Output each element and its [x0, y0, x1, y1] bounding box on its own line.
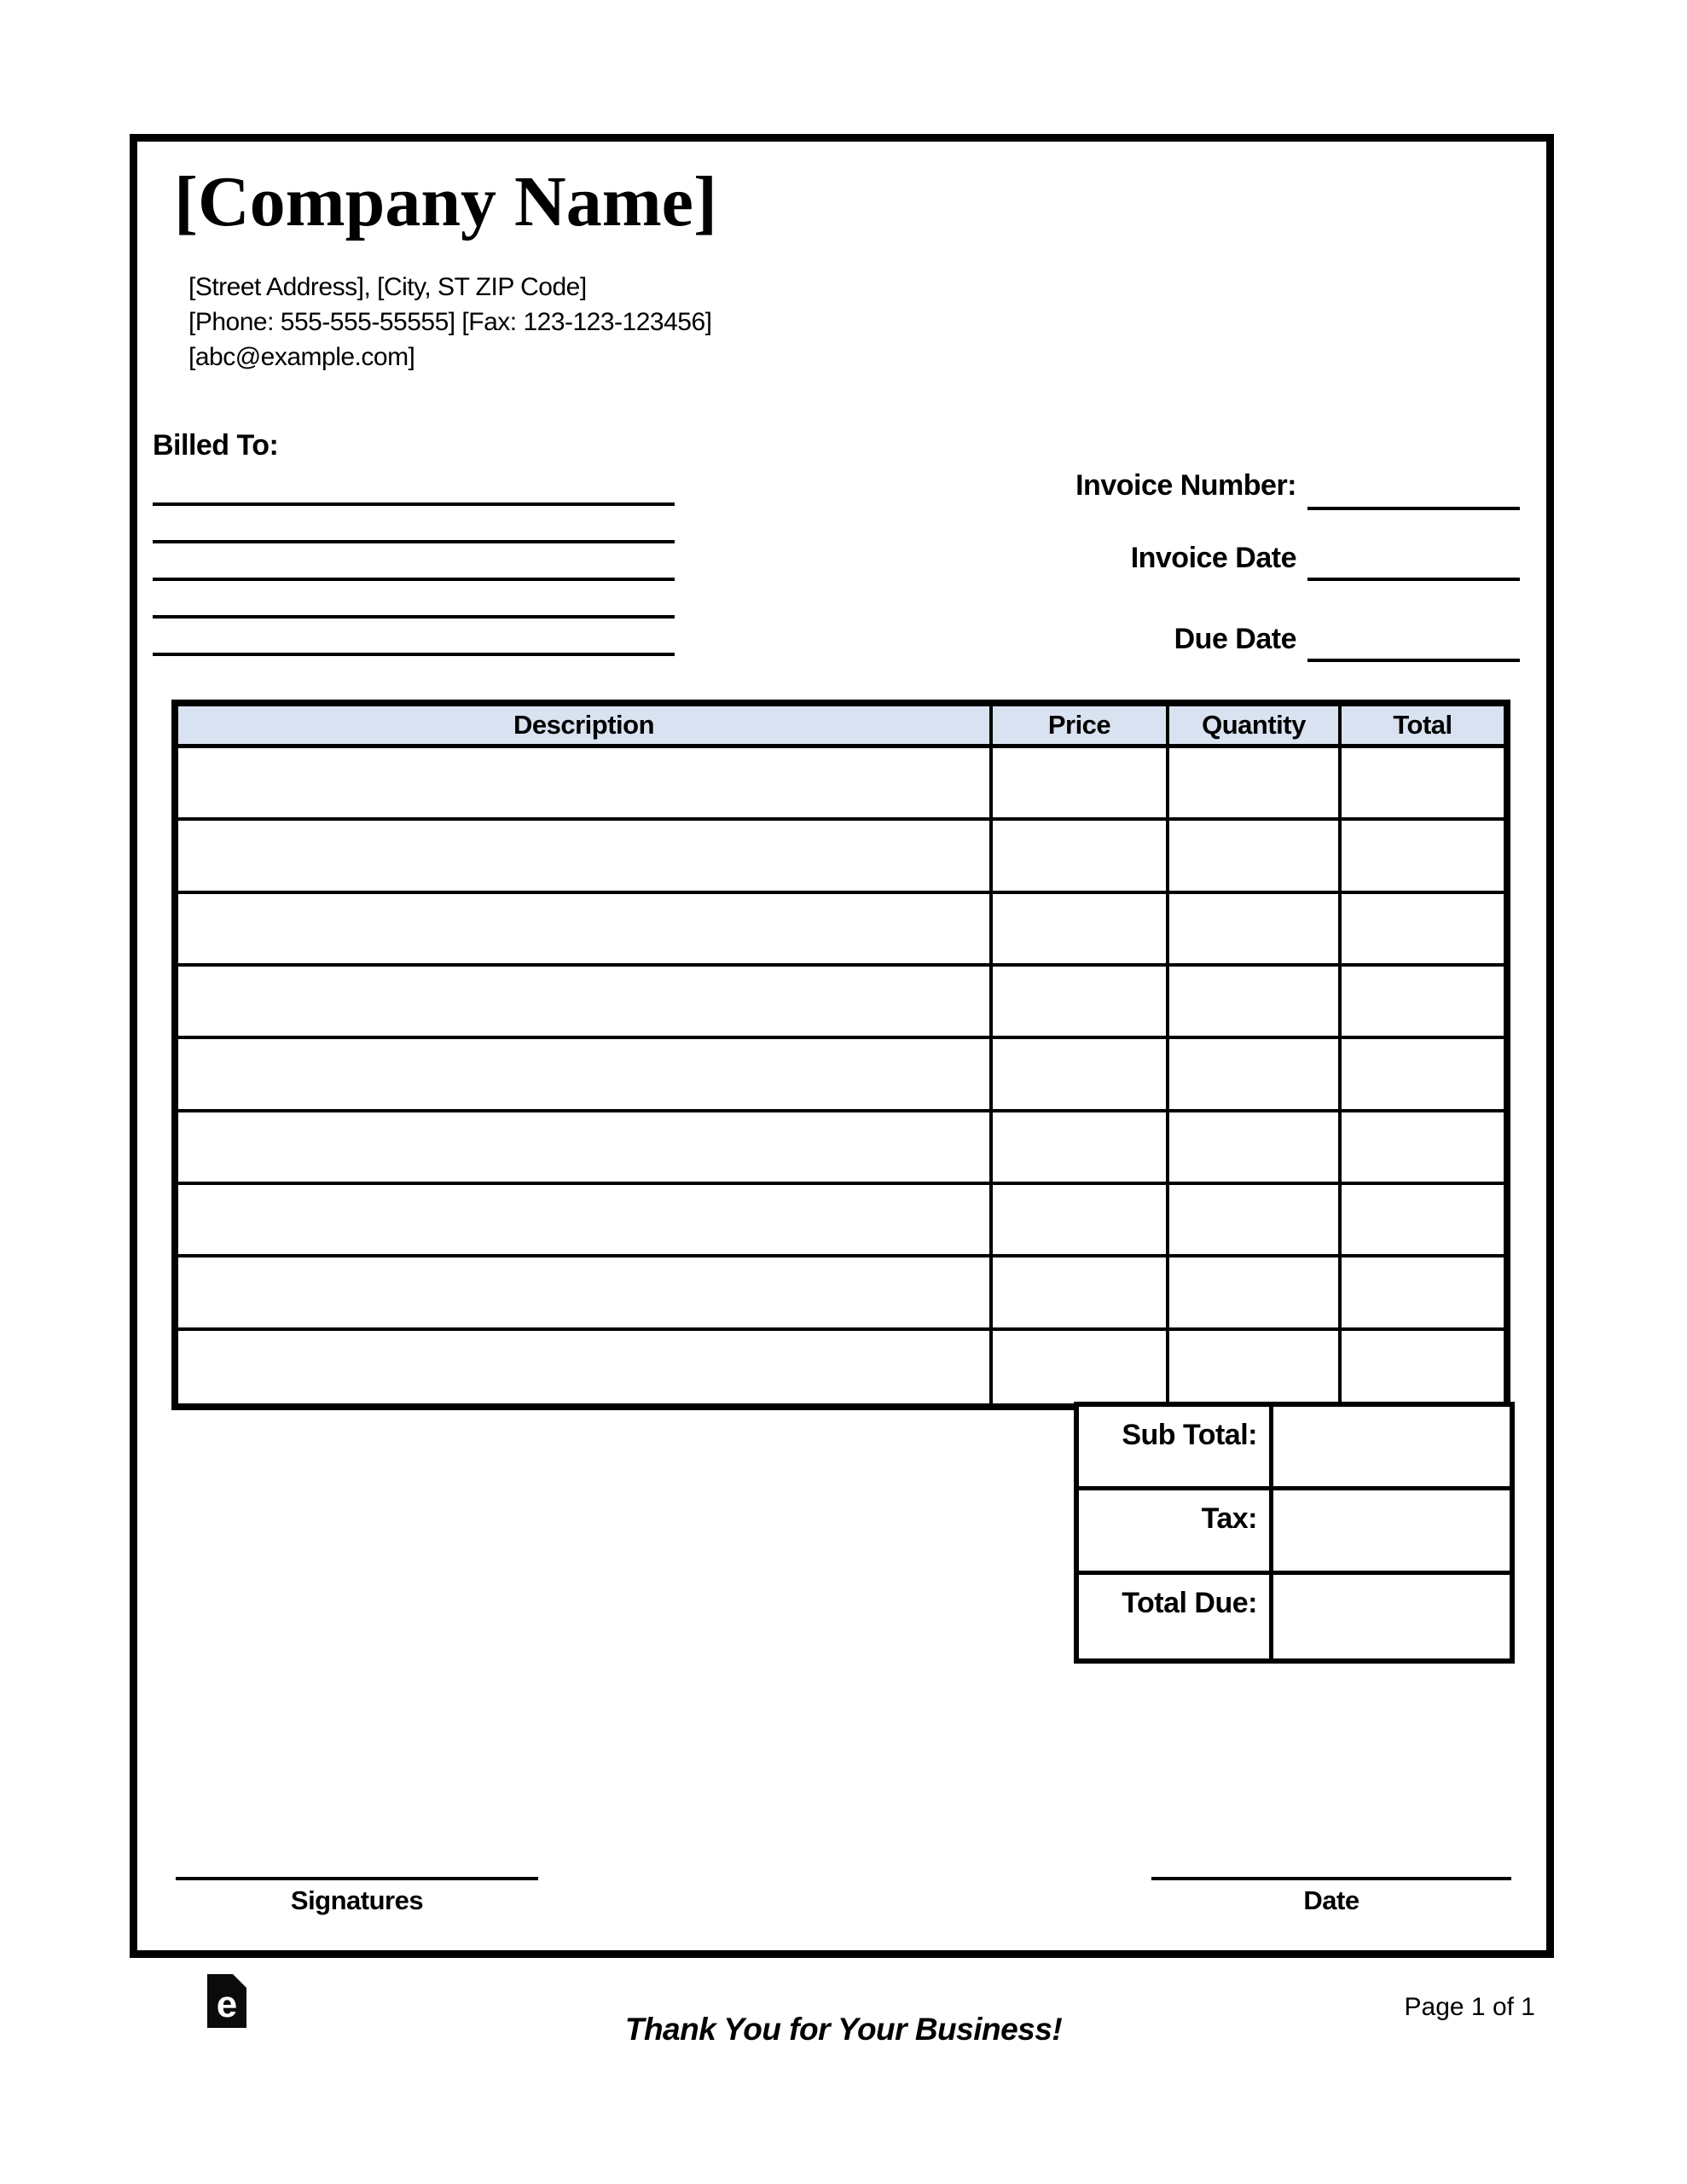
- item-cell-r2-c1[interactable]: [178, 821, 993, 893]
- item-cell-r5-c4[interactable]: [1342, 1039, 1504, 1112]
- item-cell-r5-c1[interactable]: [178, 1039, 993, 1112]
- total-due-value-cell[interactable]: [1273, 1575, 1510, 1658]
- tax-value-cell[interactable]: [1273, 1490, 1510, 1574]
- item-cell-r6-c1[interactable]: [178, 1112, 993, 1185]
- item-cell-r4-c3[interactable]: [1169, 967, 1342, 1039]
- total-due-label: Total Due:: [1079, 1575, 1273, 1658]
- tax-label: Tax:: [1079, 1490, 1273, 1574]
- billed-to-blank-4[interactable]: [153, 615, 675, 619]
- item-cell-r9-c1[interactable]: [178, 1331, 993, 1403]
- subtotal-value-cell[interactable]: [1273, 1407, 1510, 1490]
- col-header-price: Price: [993, 706, 1169, 748]
- invoice-date-blank[interactable]: [1307, 578, 1520, 581]
- due-date-blank[interactable]: [1307, 659, 1520, 662]
- item-cell-r1-c1[interactable]: [178, 748, 993, 821]
- item-cell-r7-c4[interactable]: [1342, 1185, 1504, 1258]
- item-cell-r7-c1[interactable]: [178, 1185, 993, 1258]
- item-cell-r4-c1[interactable]: [178, 967, 993, 1039]
- logo-letter: e: [216, 1984, 238, 2025]
- billed-to-blank-3[interactable]: [153, 578, 675, 581]
- item-cell-r5-c2[interactable]: [993, 1039, 1169, 1112]
- col-header-quantity: Quantity: [1169, 706, 1342, 748]
- item-cell-r2-c3[interactable]: [1169, 821, 1342, 893]
- date-label: Date: [1303, 1885, 1359, 1915]
- item-cell-r6-c3[interactable]: [1169, 1112, 1342, 1185]
- item-cell-r1-c2[interactable]: [993, 748, 1169, 821]
- item-cell-r2-c4[interactable]: [1342, 821, 1504, 893]
- billed-to-label: Billed To:: [153, 429, 279, 462]
- item-cell-r9-c4[interactable]: [1342, 1331, 1504, 1403]
- item-cell-r3-c1[interactable]: [178, 894, 993, 967]
- signature-blank[interactable]: [176, 1877, 538, 1880]
- item-cell-r4-c2[interactable]: [993, 967, 1169, 1039]
- page-number: Page 1 of 1: [1404, 1993, 1535, 2021]
- item-cell-r6-c4[interactable]: [1342, 1112, 1504, 1185]
- item-cell-r9-c3[interactable]: [1169, 1331, 1342, 1403]
- col-header-description: Description: [178, 706, 993, 748]
- thank-you-message: Thank You for Your Business!: [624, 2012, 1063, 2047]
- item-cell-r8-c4[interactable]: [1342, 1258, 1504, 1330]
- items-table: [171, 700, 1510, 1410]
- invoice-number-label: Invoice Number:: [1075, 469, 1296, 502]
- item-cell-r5-c3[interactable]: [1169, 1039, 1342, 1112]
- item-cell-r7-c3[interactable]: [1169, 1185, 1342, 1258]
- item-cell-r8-c3[interactable]: [1169, 1258, 1342, 1330]
- item-cell-r4-c4[interactable]: [1342, 967, 1504, 1039]
- company-address-line: [Street Address], [City, ST ZIP Code]: [188, 273, 587, 301]
- item-cell-r3-c4[interactable]: [1342, 894, 1504, 967]
- billed-to-blank-1[interactable]: [153, 502, 675, 506]
- item-cell-r1-c4[interactable]: [1342, 748, 1504, 821]
- item-cell-r8-c1[interactable]: [178, 1258, 993, 1330]
- signature-label: Signatures: [290, 1885, 424, 1915]
- due-date-label: Due Date: [1174, 623, 1296, 655]
- item-cell-r6-c2[interactable]: [993, 1112, 1169, 1185]
- company-phone-fax-line: [Phone: 555-555-55555] [Fax: 123-123-123456]: [188, 308, 712, 336]
- item-cell-r8-c2[interactable]: [993, 1258, 1169, 1330]
- billed-to-blank-2[interactable]: [153, 540, 675, 543]
- item-cell-r7-c2[interactable]: [993, 1185, 1169, 1258]
- item-cell-r1-c3[interactable]: [1169, 748, 1342, 821]
- subtotal-label: Sub Total:: [1079, 1407, 1273, 1490]
- billed-to-blank-5[interactable]: [153, 653, 675, 656]
- company-name: [Company Name]: [174, 162, 717, 241]
- date-blank[interactable]: [1151, 1877, 1511, 1880]
- invoice-date-label: Invoice Date: [1130, 542, 1296, 574]
- item-cell-r3-c3[interactable]: [1169, 894, 1342, 967]
- company-email-line: [abc@example.com]: [188, 343, 415, 371]
- item-cell-r9-c2[interactable]: [993, 1331, 1169, 1403]
- item-cell-r2-c2[interactable]: [993, 821, 1169, 893]
- col-header-total: Total: [1342, 706, 1504, 748]
- invoice-number-blank[interactable]: [1307, 507, 1520, 510]
- totals-table: [1074, 1402, 1515, 1664]
- item-cell-r3-c2[interactable]: [993, 894, 1169, 967]
